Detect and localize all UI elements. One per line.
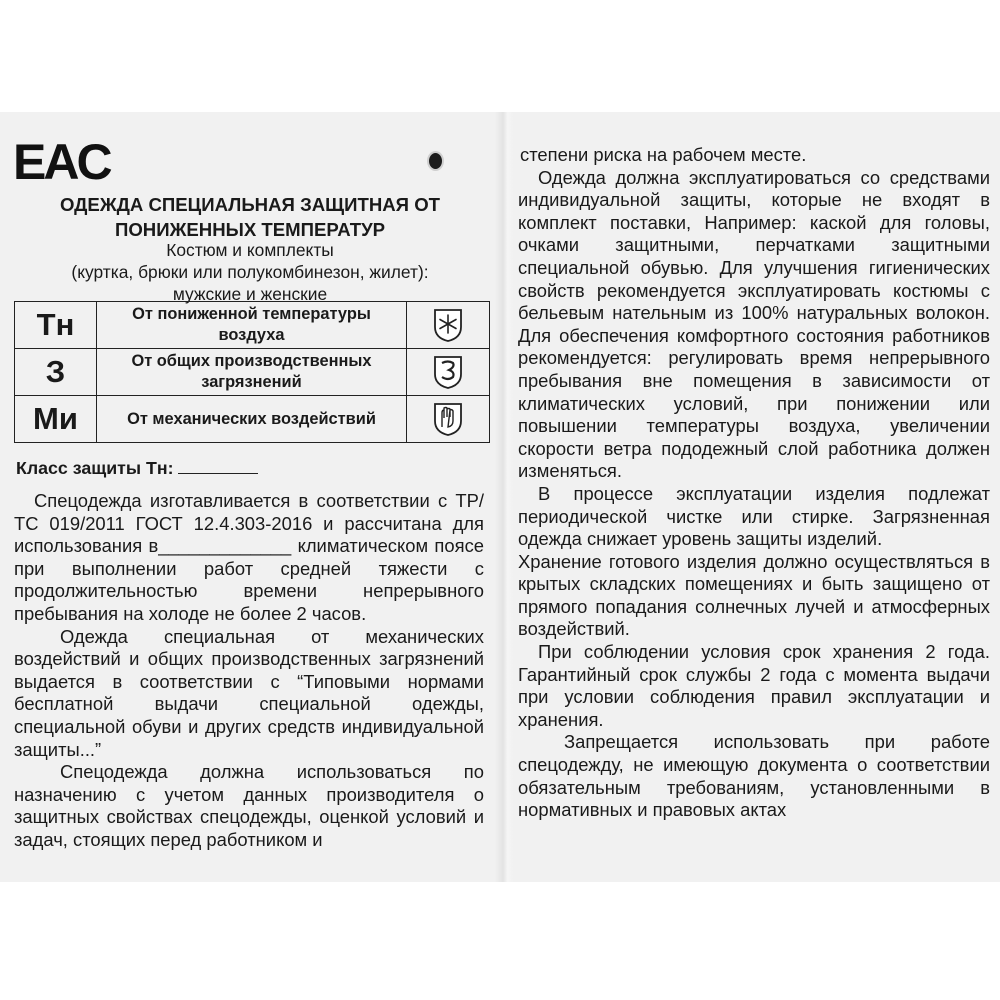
- protection-code: З: [15, 349, 97, 396]
- paragraph: При соблюдении условия срок хранения 2 года. Гарантийный срок службы 2 года с момента выдачи при условии соблюдения правил эксплуатации и хранения.: [518, 641, 990, 730]
- protection-description: От пониженной температуры воздуха: [97, 302, 407, 349]
- eac-logo: EAC: [13, 134, 110, 190]
- protection-code: Тн: [15, 302, 97, 349]
- paragraph: Запрещается использовать при работе спецодежду, не имеющую документа о соответствии обязательным требованиям, установленными в нормативных и правовых актах: [518, 731, 990, 821]
- table-row: [15, 349, 490, 396]
- snowflake-shield-icon: [432, 307, 464, 343]
- subtitle-line: (куртка, брюки или полукомбинезон, жилет):: [71, 262, 429, 282]
- table-row: [15, 302, 490, 349]
- label-sheet: [0, 112, 1000, 882]
- subtitle-line: Костюм и комплекты: [166, 240, 334, 260]
- z-letter-shield-icon: [432, 354, 464, 390]
- paragraph: Хранение готового изделия должно осуществляться в крытых складских помещениях и быть защищено от прямого попадания солнечных лучей и атмосферных воздействий.: [518, 550, 990, 640]
- protection-class-line: [16, 458, 258, 479]
- fold-line: [495, 112, 513, 882]
- punch-hole: [429, 153, 442, 169]
- protection-code: Ми: [15, 396, 97, 443]
- subtitle-line: мужские и женские: [172, 284, 328, 304]
- protection-table: [14, 301, 490, 443]
- glove-shield-icon: [432, 401, 464, 437]
- paragraph: степени риска на рабочем месте.: [520, 144, 807, 165]
- right-column: [518, 144, 990, 822]
- document-title: ОДЕЖДА СПЕЦИАЛЬНАЯ ЗАЩИТНАЯ ОТ ПОНИЖЕННЫХ ТЕМПЕРАТУР: [59, 194, 441, 240]
- paragraph: В процессе эксплуатации изделия подлежат периодической чистке или стирке. Загрязненная одежда снижает уровень защиты изделий.: [518, 482, 990, 550]
- left-column: [14, 490, 484, 852]
- paragraph: Спецодежда изготавливается в соответствии с ТР/ТС 019/2011 ГОСТ 12.4.303-2016 и рассчитана для использования в_____________ климатическом поясе при выполнении работ средней тяжести с продолжительностью времени непрерывного пребывания на холоде не более 2 часов.: [14, 490, 484, 624]
- document-subtitle: [20, 239, 480, 305]
- paragraph: Одежда специальная от механических воздействий и общих производственных загрязнений выдается в соответствии с “Типовыми нормами бесплатной выдачи специальной одежды, специальной обуви и других средств индивидуальной защиты...”: [14, 625, 484, 760]
- protection-description: От механических воздействий: [97, 396, 407, 443]
- blank-field: [178, 459, 258, 474]
- protection-description: От общих производственных загрязнений: [97, 349, 407, 396]
- paragraph: Одежда должна эксплуатироваться со средствами индивидуальной защиты, которые не входят в комплект поставки, Например: каской для головы, очками защитными, перчатками защитными специальной обувью. Для улучшения гигиенических свойств рекомендуется эксплуатировать костюмы с бельевым нательным из 100% натуральных волокон. Для обеспечения комфортного состояния работников рекомендуется: регулировать время непрерывного пребывания вне помещения в зависимости от климатических условий, при понижении или повышении температуры воздуха, увеличении скорости ветра пододежный слой работника должен изменяться.: [518, 166, 990, 482]
- protection-class-label: Класс защиты Тн:: [16, 458, 174, 478]
- table-row: [15, 396, 490, 443]
- paragraph: Спецодежда должна использоваться по назначению с учетом данных производителя о защитных свойствах спецодежды, оценкой условий и задач, стоящих перед работником и: [14, 761, 484, 850]
